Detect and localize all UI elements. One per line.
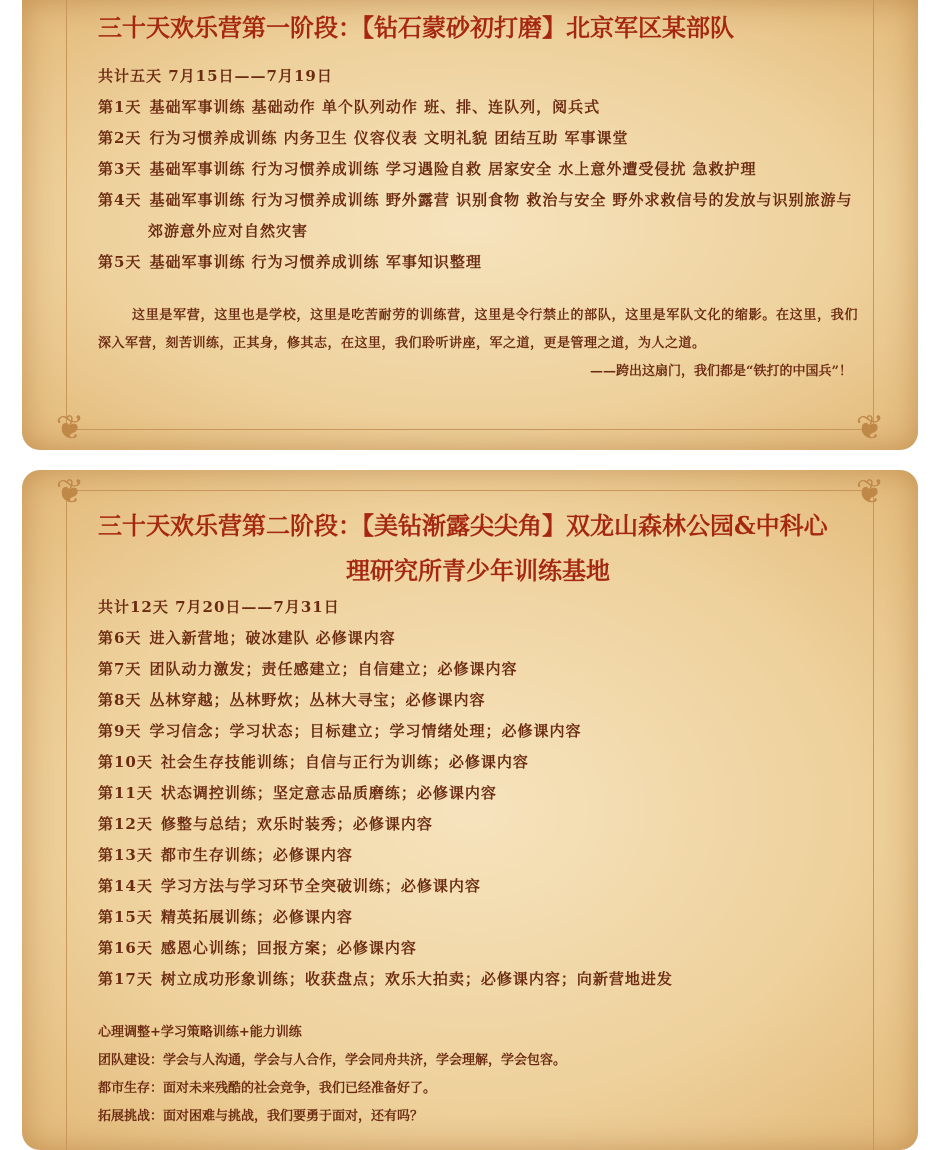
note-line: 心理调整+学习策略训练+能力训练 <box>98 1025 302 1040</box>
schedule-day: 第3天 基础军事训练 行为习惯养成训练 学习遇险自救 居家安全 水上意外遭受侵扰 急救护理 <box>98 160 757 178</box>
stage-two-title-line1: 三十天欢乐营第二阶段：【美钻渐露尖尖角】双龙山森林公园&中科心 <box>98 511 828 540</box>
stage-one-paragraph: 这里是军营，这里也是学校，这里是吃苦耐劳的训练营，这里是令行禁止的部队，这里是军队文化的缩影。在这里，我们深入军营，刻苦训练，正其身，修其志，在这里，我们聆听讲座，军之道，更是管理之道，为人之道。 <box>98 308 858 351</box>
stage-one-signature: ——跨出这扇门，我们都是“铁打的中国兵”！ <box>590 364 852 379</box>
schedule-day: 第15天 精英拓展训练；必修课内容 <box>98 908 353 926</box>
stage-two-content <box>98 506 858 1131</box>
note-line: 拓展挑战：面对困难与挑战，我们要勇于面对，还有吗？ <box>98 1109 424 1124</box>
schedule-day: 第6天 进入新营地；破冰建队 必修课内容 <box>98 629 396 647</box>
schedule-day: 第1天 基础军事训练 基础动作 单个队列动作 班、排、连队列，阅兵式 <box>98 98 601 116</box>
stage-one-summary: 共计五天 7月15日——7月19日 <box>98 67 333 85</box>
schedule-day: 第14天 学习方法与学习环节全突破训练；必修课内容 <box>98 877 481 895</box>
flourish-icon: ❦ <box>855 472 885 512</box>
schedule-day: 第4天 基础军事训练 行为习惯养成训练 野外露营 识别食物 救治与安全 野外求救信号的发放与识别旅游与郊游意外应对自然灾害 <box>98 191 853 240</box>
flourish-icon: ❦ <box>855 408 885 448</box>
schedule-day: 第17天 树立成功形象训练；收获盘点；欢乐大拍卖；必修课内容；向新营地进发 <box>98 970 673 988</box>
schedule-day: 第12天 修整与总结；欢乐时装秀；必修课内容 <box>98 815 433 833</box>
stage-two-summary: 共计12天 7月20日——7月31日 <box>98 598 340 616</box>
note-line: 团队建设：学会与人沟通，学会与人合作，学会同舟共济，学会理解，学会包容。 <box>98 1053 567 1068</box>
schedule-day: 第16天 感恩心训练；回报方案；必修课内容 <box>98 939 417 957</box>
schedule-day: 第10天 社会生存技能训练；自信与正行为训练；必修课内容 <box>98 753 529 771</box>
flourish-icon: ❦ <box>55 408 85 448</box>
flourish-icon: ❦ <box>55 472 85 512</box>
schedule-day: 第8天 丛林穿越；丛林野炊；丛林大寻宝；必修课内容 <box>98 691 486 709</box>
schedule-day: 第2天 行为习惯养成训练 内务卫生 仪容仪表 文明礼貌 团结互助 军事课堂 <box>98 129 629 147</box>
stage-two-title-line2: 理研究所青少年训练基地 <box>346 556 610 585</box>
schedule-day: 第11天 状态调控训练；坚定意志品质磨练；必修课内容 <box>98 784 497 802</box>
note-line: 都市生存：面对未来残酷的社会竞争，我们已经准备好了。 <box>98 1081 437 1096</box>
schedule-day: 第7天 团队动力激发；责任感建立；自信建立；必修课内容 <box>98 660 518 678</box>
schedule-day: 第5天 基础军事训练 行为习惯养成训练 军事知识整理 <box>98 253 482 271</box>
schedule-day: 第9天 学习信念；学习状态；目标建立；学习情绪处理；必修课内容 <box>98 722 582 740</box>
schedule-day: 第13天 都市生存训练；必修课内容 <box>98 846 353 864</box>
stage-one-content <box>98 8 858 386</box>
stage-one-title: 三十天欢乐营第一阶段：【钻石蒙砂初打磨】北京军区某部队 <box>98 13 734 42</box>
